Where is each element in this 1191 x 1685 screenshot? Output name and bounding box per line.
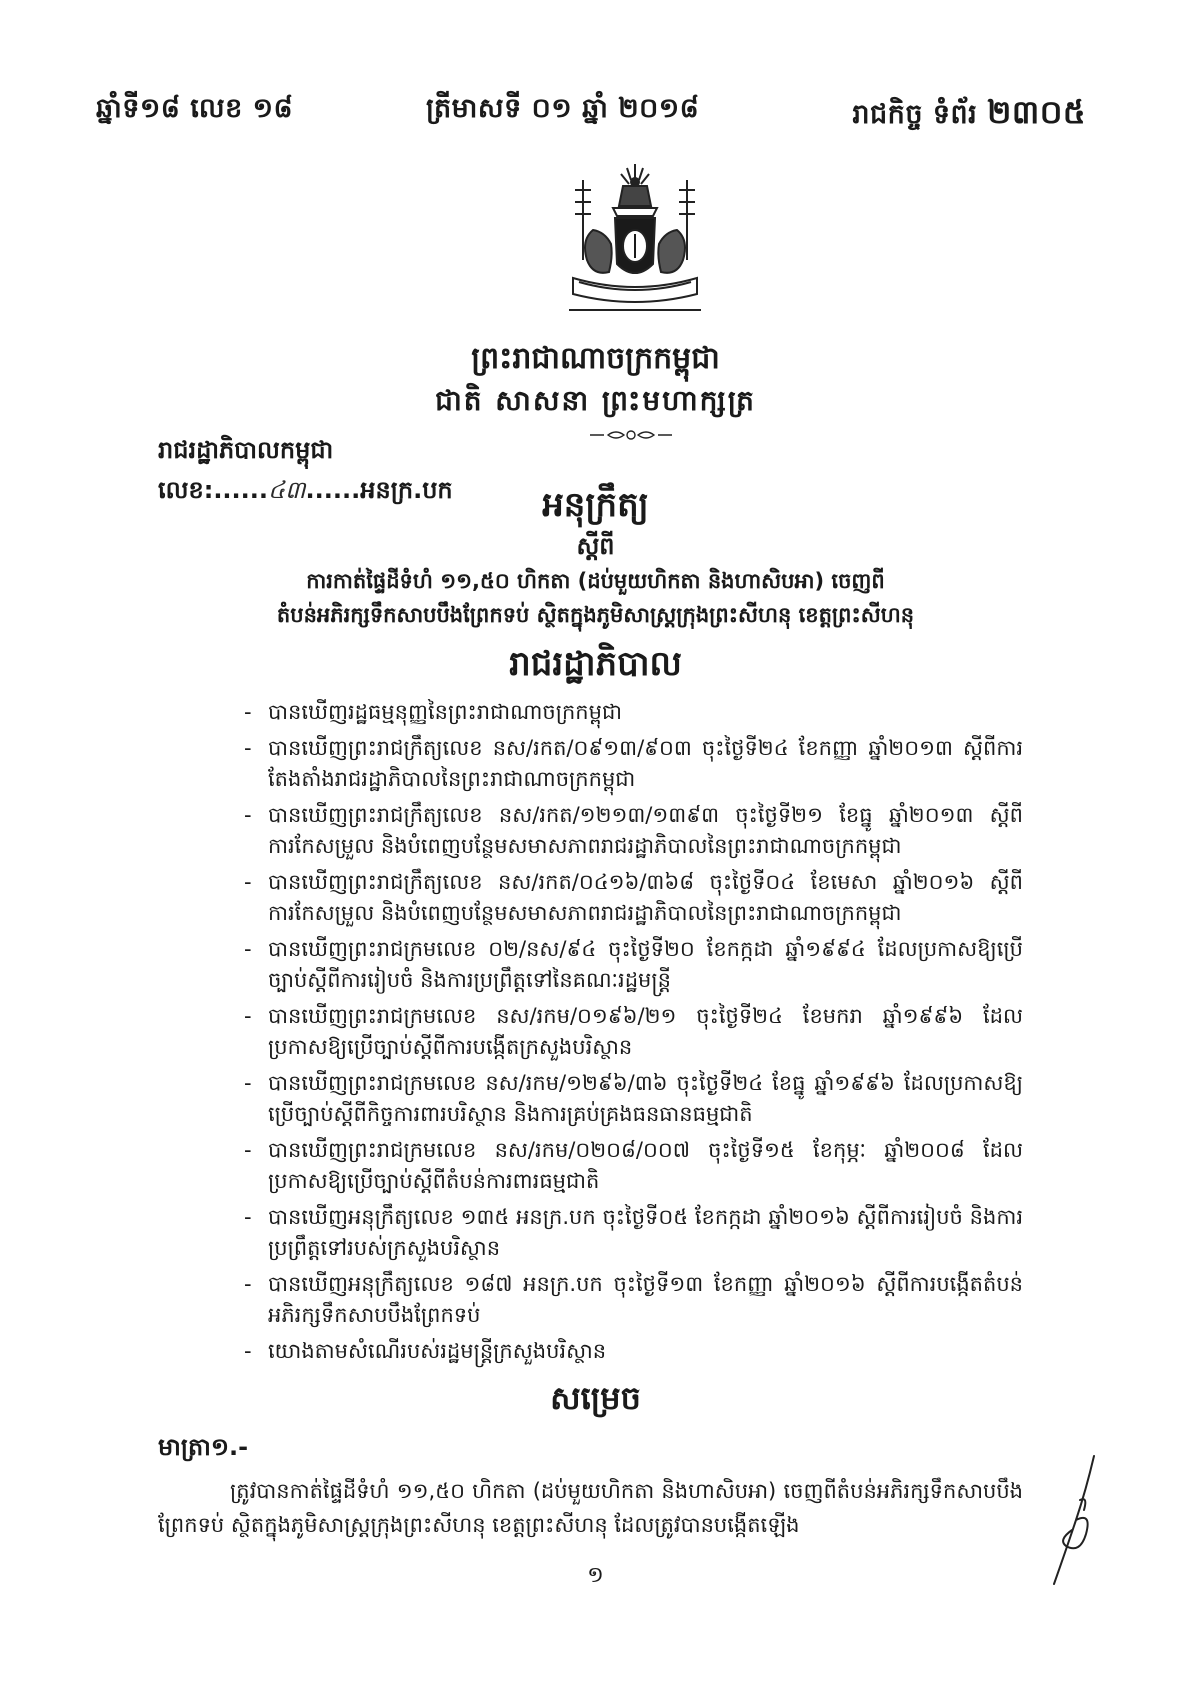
consideration-item: - បានឃើញព្រះរាជក្រមលេខ នស/រកម/០១៩៦/២១ ចុះថ្ងៃទី២៤ ខែមករា ឆ្នាំ១៩៩៦ ដែលប្រកាសឱ្យប្រើច្បាប់ស្ដីពីការបង្កើតក្រសួងបរិស្ថាន xyxy=(268,1001,1023,1064)
reference-handwritten-number: ៤៣ xyxy=(268,476,306,504)
document-subject-line-2: តំបន់អភិរក្សទឹកសាបបឹងព្រែកទប់ ស្ថិតក្នុងភូមិសាស្ត្រក្រុងព្រះសីហនុ ខេត្តព្រះសីហនុ xyxy=(276,603,915,627)
consideration-item: - បានឃើញព្រះរាជក្រមលេខ ០២/នស/៩៤ ចុះថ្ងៃទី២០ ខែកក្កដា ឆ្នាំ១៩៩៤ ដែលប្រកាសឱ្យប្រើច្បាប់ស្ដីពីការរៀបចំ និងការប្រព្រឹត្តទៅនៃគណៈរដ្ឋមន្ត្រី xyxy=(268,934,1023,997)
kingdom-name: ព្រះរាជាណាចក្រកម្ពុជា xyxy=(471,341,720,376)
header-gazette-page xyxy=(852,92,1086,139)
header-year-issue: ឆ្នាំទី១៨ លេខ ១៨ xyxy=(96,93,294,124)
header-page-number: ២៣០៥ xyxy=(987,93,1086,131)
header-gazette-label: រាជកិច្ច ទំព័រ xyxy=(852,99,978,130)
page-number: ១ xyxy=(587,1563,604,1588)
consideration-item: - បានឃើញព្រះរាជក្រមលេខ នស/រកម/០២០៨/០០៧ ចុះថ្ងៃទី១៥ ខែកុម្ភៈ ឆ្នាំ២០០៨ ដែលប្រកាសឱ្យប្រើច្បាប់ស្ដីពីតំបន់ការពារធម្មជាតិ xyxy=(268,1135,1023,1198)
article-1-label: មាត្រា១.- xyxy=(158,1433,249,1461)
consideration-item: - យោងតាមសំណើរបស់រដ្ឋមន្ត្រីក្រសួងបរិស្ថាន xyxy=(268,1336,1023,1368)
consideration-item: - បានឃើញព្រះរាជក្រឹត្យលេខ នស/រកត/០៤១៦/៣៦៨ ចុះថ្ងៃទី០៤ ខែមេសា ឆ្នាំ២០១៦ ស្ដីពីការកែសម្រួល និងបំពេញបន្ថែមសមាសភាពរាជរដ្ឋាភិបាលនៃព្រះរាជាណាចក្រកម្ពុជា xyxy=(268,867,1023,930)
national-motto: ជាតិ សាសនា ព្រះមហាក្សត្រ xyxy=(435,384,756,417)
reference-suffix: អនក្រ.បក xyxy=(360,476,453,504)
running-header xyxy=(96,92,1086,140)
consideration-item: - បានឃើញព្រះរាជក្រឹត្យលេខ នស/រកត/១២១៣/១៣៩៣ ចុះថ្ងៃទី២១ ខែធ្នូ ឆ្នាំ២០១៣ ស្ដីពីការកែសម្រួល និងបំពេញបន្ថែមសមាសភាពរាជរដ្ឋាភិបាលនៃព្រះរាជាណាចក្រកម្ពុជា xyxy=(268,800,1023,863)
title-block xyxy=(0,482,1191,632)
ornament-divider-icon xyxy=(586,428,676,442)
article-1 xyxy=(158,1430,1023,1542)
decision-heading: សម្រេច xyxy=(550,1379,641,1417)
document-about: ស្ដីពី xyxy=(576,532,615,560)
document-subject-line-1: ការកាត់ផ្ទៃដីទំហំ ១១,៥០ ហិកតា (ដប់មួយហិកតា និងហាសិបអា) ចេញពី xyxy=(306,569,885,593)
consideration-item: - បានឃើញអនុក្រឹត្យលេខ ១៣៥ អនក្រ.បក ចុះថ្ងៃទី០៥ ខែកក្កដា ឆ្នាំ២០១៦ ស្ដីពីការរៀបចំ និងការប្រព្រឹត្តទៅរបស់ក្រសួងបរិស្ថាន xyxy=(268,1202,1023,1265)
royal-coat-of-arms-icon xyxy=(553,160,717,328)
issuer-name: រាជរដ្ឋាភិបាលកម្ពុជា xyxy=(158,436,334,464)
consideration-item: - បានឃើញរដ្ឋធម្មនុញ្ញនៃព្រះរាជាណាចក្រកម្ពុជា xyxy=(268,697,1023,729)
article-1-text: ត្រូវបានកាត់ផ្ទៃដីទំហំ ១១,៥០ ហិកតា (ដប់មួយហិកតា និងហាសិបអា) ចេញពីតំបន់អភិរក្សទឹកសាបបឹងព្រែកទប់ ស្ថិតក្នុងភូមិសាស្ត្រក្រុងព្រះសីហនុ ខេត្តព្រះសីហនុ ដែលត្រូវបានបង្កើតឡើង xyxy=(158,1479,1023,1537)
considerations-list xyxy=(268,697,1023,1371)
header-date: ត្រីមាសទី ០១ ឆ្នាំ ២០១៨ xyxy=(426,93,700,124)
kingdom-heading xyxy=(0,338,1191,422)
reference-label: លេខ: xyxy=(158,476,214,504)
consideration-item: - បានឃើញព្រះរាជក្រមលេខ នស/រកម/១២៩៦/៣៦ ចុះថ្ងៃទី២៤ ខែធ្នូ ឆ្នាំ១៩៩៦ ដែលប្រកាសឱ្យប្រើច្បាប់ស្ដីពីកិច្ចការពារបរិស្ថាន និងការគ្រប់គ្រងធនធានធម្មជាតិ xyxy=(268,1068,1023,1131)
consideration-item: - បានឃើញអនុក្រឹត្យលេខ ១៨៧ អនក្រ.បក ចុះថ្ងៃទី១៣ ខែកញ្ញា ឆ្នាំ២០១៦ ស្ដីពីការបង្កើតតំបន់អភិរក្សទឹកសាបបឹងព្រែកទប់ xyxy=(268,1269,1023,1332)
document-type: អនុក្រឹត្យ xyxy=(542,485,649,525)
reference-number: លេខ:......៤៣......អនក្រ.បក xyxy=(158,476,453,504)
consideration-item: - បានឃើញព្រះរាជក្រឹត្យលេខ នស/រកត/០៩១៣/៩០៣ ចុះថ្ងៃទី២៤ ខែកញ្ញា ឆ្នាំ២០១៣ ស្ដីពីការតែងតាំងរាជរដ្ឋាភិបាលនៃព្រះរាជាណាចក្រកម្ពុជា xyxy=(268,733,1023,796)
government-heading: រាជរដ្ឋាភិបាល xyxy=(509,644,682,684)
